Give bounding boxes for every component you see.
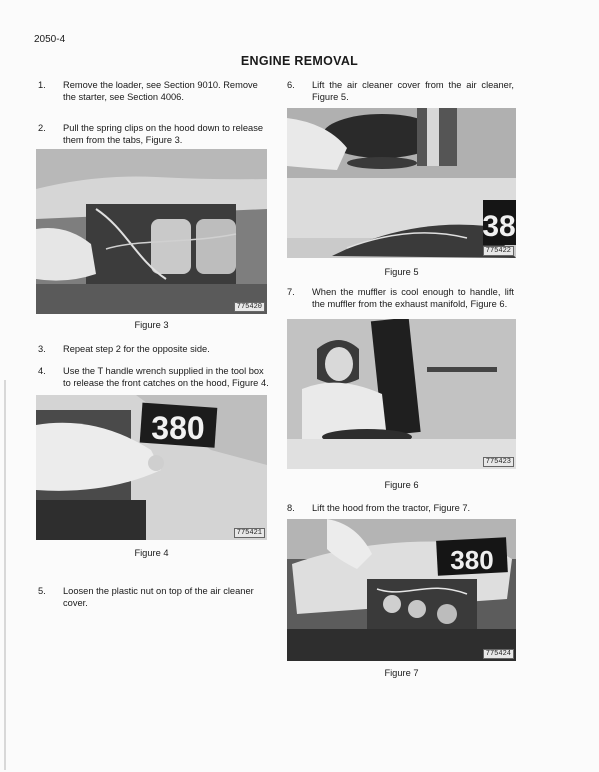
- figure-3-photo: [36, 149, 267, 314]
- step-8: [287, 502, 517, 516]
- step-text: Lift the hood from the tractor, Figure 7.: [312, 503, 471, 513]
- step-text: Repeat step 2 for the opposite side.: [63, 344, 210, 354]
- hood-number-text: 380: [151, 410, 205, 446]
- step-7: [287, 286, 517, 312]
- step-6: [287, 79, 517, 105]
- step-number: 4.: [38, 366, 46, 376]
- page-number: 2050-4: [34, 34, 66, 45]
- step-2: [38, 122, 278, 148]
- step-number: 6.: [287, 80, 295, 90]
- step-text: Loosen the plastic nut on top of the air cleaner cover.: [63, 586, 254, 608]
- page-title: ENGINE REMOVAL: [240, 54, 359, 68]
- figure-7-photo: [287, 519, 516, 661]
- step-3: [38, 343, 278, 357]
- hood-number-text: 380: [450, 545, 494, 575]
- step-number: 2.: [38, 123, 46, 133]
- scan-edge: [4, 380, 6, 770]
- step-4: [38, 365, 278, 391]
- figure-7-caption: Figure 7: [384, 668, 419, 678]
- figure-6-caption: Figure 6: [384, 480, 419, 490]
- figure-tag: 775421: [234, 528, 265, 538]
- step-5: [38, 585, 278, 611]
- step-text: Remove the loader, see Section 9010. Remove the starter, see Section 4006.: [63, 80, 258, 102]
- step-text: Pull the spring clips on the hood down to release them from the tabs, Figure 3.: [63, 123, 264, 145]
- figure-tag: 775420: [234, 302, 265, 312]
- figure-tag: 775423: [483, 457, 514, 467]
- step-number: 1.: [38, 80, 46, 90]
- step-text: When the muffler is cool enough to handle, lift the muffler from the exhaust manifold, Figure 6.: [312, 287, 514, 309]
- step-text: Lift the air cleaner cover from the air cleaner, Figure 5.: [312, 80, 514, 102]
- step-number: 8.: [287, 503, 295, 513]
- step-number: 7.: [287, 287, 295, 297]
- hood-number-text: 38: [482, 210, 516, 243]
- figure-tag: 775424: [483, 649, 514, 659]
- figure-4-photo: [36, 395, 267, 540]
- step-text: Use the T handle wrench supplied in the tool box to release the front catches on the hood, Figure 4.: [63, 366, 269, 388]
- figure-4-caption: Figure 4: [134, 548, 169, 558]
- step-number: 5.: [38, 586, 46, 596]
- figure-3-caption: Figure 3: [134, 320, 169, 330]
- figure-5-caption: Figure 5: [384, 267, 419, 277]
- step-number: 3.: [38, 344, 46, 354]
- figure-tag: 775422: [483, 246, 514, 256]
- figure-6-photo: [287, 319, 516, 469]
- step-1: [38, 79, 278, 105]
- figure-5-photo: [287, 108, 516, 258]
